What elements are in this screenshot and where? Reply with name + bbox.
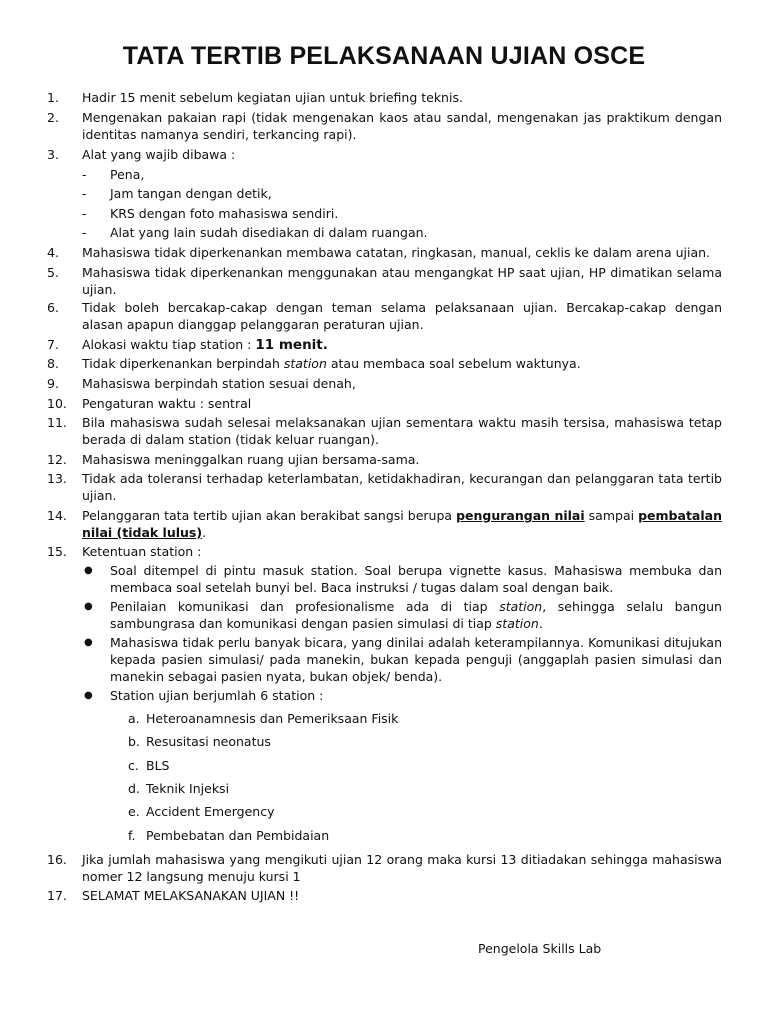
rule-number: 16. [47, 852, 67, 867]
rule-text: Mahasiswa tidak diperkenankan membawa catatan, ringkasan, manual, ceklis ke dalam arena ujian. [82, 245, 711, 260]
station-letter: d. [128, 781, 140, 796]
rule-number: 11. [47, 415, 67, 430]
time-allocation: 11 menit. [255, 337, 328, 353]
rule-text: Ketentuan station : [82, 544, 202, 559]
rule-number: 14. [47, 508, 67, 523]
rule-text: Tidak ada toleransi terhadap keterlambatan, ketidakhadiran, kecurangan dan pelanggaran tata tertib ujian. [82, 471, 722, 503]
rule-text-part: . [202, 525, 207, 540]
rule-number: 9. [47, 376, 59, 391]
rule-text: Mengenakan pakaian rapi (tidak mengenakan kaos atau sandal, mengenakan jas praktikum dengan identitas namanya sendiri, terkancing rapi). [82, 110, 722, 142]
station-letter: f. [128, 828, 136, 843]
rule-number: 17. [47, 888, 67, 903]
tool-text: Pena, [110, 167, 145, 182]
rule-number: 2. [47, 110, 59, 125]
rule-text: SELAMAT MELAKSANAKAN UJIAN !! [82, 888, 300, 903]
rule-text: Mahasiswa tidak diperkenankan menggunakan atau mengangkat HP saat ujian, HP dimatikan selama ujian. [82, 265, 722, 297]
station-rule-text: Mahasiswa tidak perlu banyak bicara, yang dinilai adalah keterampilannya. Komunikasi ditujukan kepada pasien simulasi/ pada manekin, bukan kepada penguji (anggaplah pasien simulasi dan manekin sebagai pasien nyata, bukan objek/ benda). [110, 635, 722, 684]
station-term: station [283, 356, 327, 371]
station-term: station [499, 599, 543, 614]
rule-text: Pengaturan waktu : sentral [82, 396, 252, 411]
station-name: BLS [146, 758, 170, 773]
rule-number: 4. [47, 245, 59, 260]
rule-text: Bila mahasiswa sudah selesai melaksanakan ujian sementara waktu masih tersisa, mahasiswa tetap berada di dalam station (tidak keluar ruangan). [82, 415, 722, 447]
rule-text [82, 336, 722, 354]
document-title: TATA TERTIB PELAKSANAAN UJIAN OSCE [122, 42, 646, 70]
station-rule-text [110, 598, 722, 632]
station-rule-text: Station ujian berjumlah 6 station : [110, 688, 324, 703]
station-rule-part: , sehingga selalu bangun sambungrasa dan komunikasi dengan pasien simulasi di tiap [110, 599, 722, 631]
rule-number: 8. [47, 356, 59, 371]
station-letter: c. [128, 758, 139, 773]
rule-number: 13. [47, 471, 67, 486]
station-name: Teknik Injeksi [146, 781, 230, 796]
rule-text-part: sampai [584, 508, 639, 523]
dash-marker: - [82, 225, 87, 240]
station-letter: e. [128, 804, 140, 819]
rule-text-part: Alokasi waktu tiap station : [82, 337, 256, 352]
station-term: station [495, 616, 539, 631]
rule-text: Mahasiswa meninggalkan ruang ujian bersama-sama. [82, 452, 420, 467]
rule-text-part: atau membaca soal sebelum waktunya. [326, 356, 581, 371]
penalty-reduction: pengurangan nilai [456, 508, 585, 523]
station-name: Accident Emergency [146, 804, 275, 819]
rule-text: Hadir 15 menit sebelum kegiatan ujian untuk briefing teknis. [82, 90, 463, 105]
bullet-icon: ● [84, 565, 93, 576]
rule-number: 12. [47, 452, 67, 467]
station-rule-part: Penilaian komunikasi dan profesionalisme ada di tiap [110, 599, 500, 614]
rule-number: 10. [47, 396, 67, 411]
station-name: Resusitasi neonatus [146, 734, 271, 749]
rule-text-part: Tidak diperkenankan berpindah [82, 356, 284, 371]
station-letter: a. [128, 711, 140, 726]
penalty-cancellation: pembatalan nilai (tidak lulus) [82, 508, 722, 540]
signature-line: Pengelola Skills Lab [478, 941, 602, 956]
dash-marker: - [82, 206, 87, 221]
station-rule-text: Soal ditempel di pintu masuk station. Soal berupa vignette kasus. Mahasiswa membuka dan membaca soal setelah bunyi bel. Baca instruksi / tugas dalam soal dengan baik. [110, 563, 722, 595]
station-name: Heteroanamnesis dan Pemeriksaan Fisik [146, 711, 399, 726]
dash-marker: - [82, 167, 87, 182]
rule-number: 6. [47, 300, 59, 315]
rule-text-part: Pelanggaran tata tertib ujian akan berakibat sangsi berupa [82, 508, 457, 523]
bullet-icon: ● [84, 601, 93, 612]
station-name: Pembebatan dan Pembidaian [146, 828, 330, 843]
rule-number: 3. [47, 147, 59, 162]
rule-number: 15. [47, 544, 67, 559]
rule-text: Jika jumlah mahasiswa yang mengikuti ujian 12 orang maka kursi 13 ditiadakan sehingga mahasiswa nomer 12 langsung menuju kursi 1 [82, 852, 722, 884]
bullet-icon: ● [84, 637, 93, 648]
bullet-icon: ● [84, 690, 93, 701]
tool-text: Alat yang lain sudah disediakan di dalam ruangan. [110, 225, 428, 240]
rule-number: 7. [47, 337, 59, 352]
station-rule-part: . [538, 616, 543, 631]
dash-marker: - [82, 186, 87, 201]
rule-text: Tidak boleh bercakap-cakap dengan teman selama pelaksanaan ujian. Bercakap-cakap dengan alasan apapun dianggap pelanggaran peraturan ujian. [82, 300, 722, 332]
rule-number: 1. [47, 90, 59, 105]
rule-number: 5. [47, 265, 59, 280]
rule-text: Mahasiswa berpindah station sesuai denah, [82, 376, 356, 391]
station-letter: b. [128, 734, 140, 749]
rule-text [82, 507, 722, 541]
tool-text: Jam tangan dengan detik, [110, 186, 272, 201]
rule-text [82, 355, 722, 372]
rule-text: Alat yang wajib dibawa : [82, 147, 236, 162]
tool-text: KRS dengan foto mahasiswa sendiri. [110, 206, 339, 221]
